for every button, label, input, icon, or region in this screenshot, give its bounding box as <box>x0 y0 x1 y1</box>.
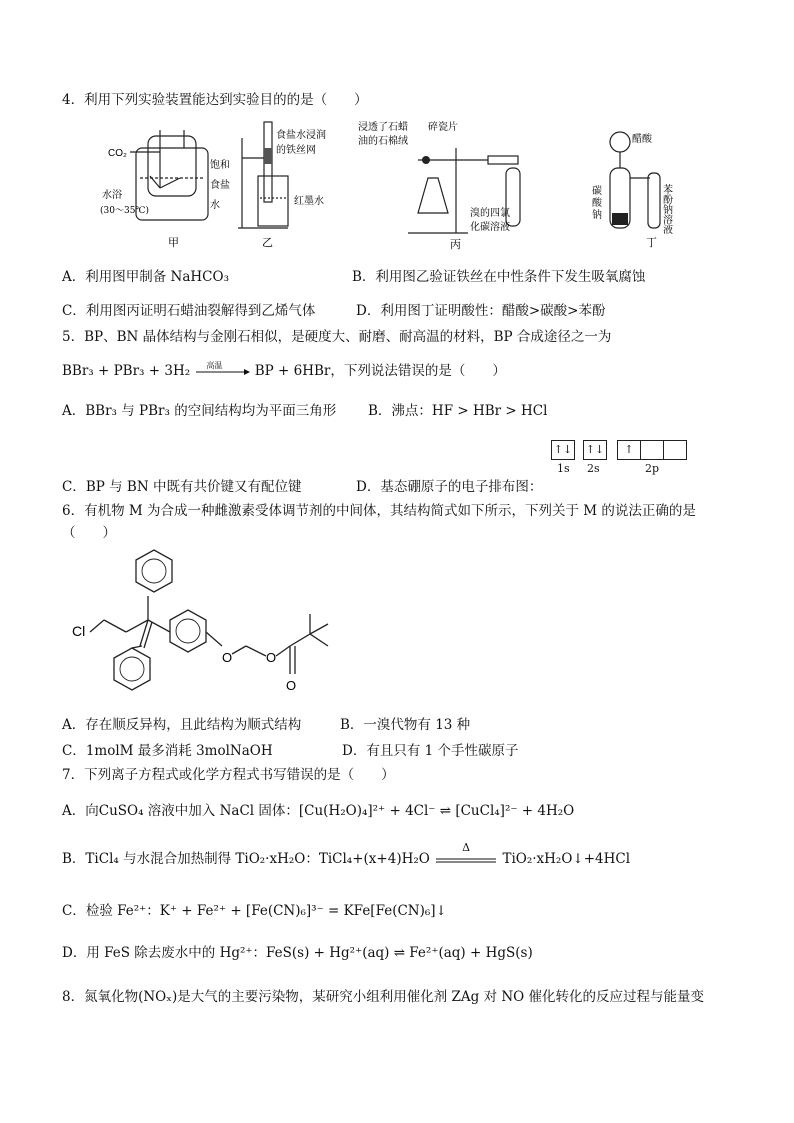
q8-stem: 8．氮氧化物(NOₓ)是大气的主要污染物，某研究小组利用催化剂 ZAg 对 NO 催化转化的反应过程与能量变 <box>62 989 705 1005</box>
bing-label2: 油的石棉绒 <box>358 136 408 147</box>
orbital-2s-box: ↑↓ <box>583 440 607 460</box>
mol-o3-label: O <box>286 678 297 693</box>
q7-stem: 7．下列离子方程式或化学方程式书写错误的是（ ） <box>62 767 395 783</box>
yi-label2: 的铁丝网 <box>276 145 316 156</box>
q7-option-d: D．用 FeS 除去废水中的 Hg²⁺：FeS(s) + Hg²⁺(aq) ⇌ Fe²⁺(aq) + HgS(s) <box>62 945 533 961</box>
jia-co2-label: CO₂ <box>108 148 127 159</box>
yi-label3: 红墨水 <box>294 196 324 207</box>
q6-option-b: B．一溴代物有 13 种 <box>340 717 471 733</box>
bing-label3: 碎瓷片 <box>428 122 458 133</box>
q4-stem: 4．利用下列实验装置能达到实验目的的是（ ） <box>62 92 368 108</box>
molecule-structure <box>70 550 370 704</box>
q5-option-d: D．基态硼原子的电子排布图： <box>356 479 543 495</box>
q7-option-b-right: TiO₂·xH₂O↓+4HCl <box>502 851 631 867</box>
ding-label3: 酸 <box>592 198 602 209</box>
q7-option-b-left: B．TiCl₄ 与水混合加热制得 TiO₂·xH₂O：TiCl₄+(x+4)H₂O <box>62 851 430 867</box>
q5-option-b: B．沸点：HF > HBr > HCl <box>368 403 548 419</box>
q4-option-a: A．利用图甲制备 NaHCO₃ <box>62 269 229 285</box>
bing-label5: 化碳溶液 <box>470 222 510 233</box>
orbital-2s-label: 2s <box>587 462 600 475</box>
jia-caption: 甲 <box>168 236 179 249</box>
q6-stem-2: （ ） <box>62 525 116 541</box>
q7-option-b <box>62 840 631 869</box>
ding-label1: 醋酸 <box>632 134 652 145</box>
jia-water: 水 <box>210 200 220 211</box>
orbital-1s-box: ↑↓ <box>551 440 575 460</box>
ding-caption: 丁 <box>646 236 657 249</box>
figure-ding <box>588 118 688 253</box>
bing-label4: 溴的四氯 <box>470 208 510 219</box>
orbital-2p-label: 2p <box>645 462 660 475</box>
yi-caption: 乙 <box>262 236 273 249</box>
q6-option-c: C．1molM 最多消耗 3molNaOH <box>62 743 273 759</box>
figure-yi <box>228 118 358 253</box>
jia-temp: (30～35℃) <box>100 206 149 216</box>
q6-option-a: A．存在顺反异构，且此结构为顺式结构 <box>62 717 302 733</box>
figure-jia <box>100 118 230 253</box>
ding-label2: 碳 <box>592 186 602 197</box>
jia-water-bath: 水浴 <box>102 190 122 201</box>
jia-nacl: 食盐 <box>210 180 230 191</box>
figure-bing <box>358 118 538 253</box>
q5-eq-left: BBr₃ + PBr₃ + 3H₂ <box>62 363 191 379</box>
q5-eq-cond: 高温 <box>206 360 223 370</box>
q4-option-b: B．利用图乙验证铁丝在中性条件下发生吸氧腐蚀 <box>352 269 646 285</box>
orbital-1s-label: 1s <box>557 462 570 475</box>
mol-o2-label: O <box>266 650 277 665</box>
orbital-2p-box1: ↑ <box>617 440 641 460</box>
q5-eq-right: BP + 6HBr <box>254 363 331 379</box>
q7-option-c: C．检验 Fe²⁺：K⁺ + Fe²⁺ + [Fe(CN)₆]³⁻ = KFe[Fe(CN)₆]↓ <box>62 903 447 919</box>
q7-option-b-cond: Δ <box>462 840 471 854</box>
q5-eq-tail: ，下列说法错误的是（ ） <box>330 363 506 379</box>
mol-cl-label: Cl <box>72 623 86 639</box>
orbital-2p-box2 <box>640 440 664 460</box>
q7-option-a: A．向CuSO₄ 溶液中加入 NaCl 固体：[Cu(H₂O)₄]²⁺ + 4Cl⁻ ⇌ [CuCl₄]²⁻ + 4H₂O <box>62 803 575 819</box>
q5-option-c: C．BP 与 BN 中既有共价键又有配位键 <box>62 479 302 495</box>
q6-option-d: D．有且只有 1 个手性碳原子 <box>342 743 519 759</box>
jia-sat: 饱和 <box>210 160 230 171</box>
bing-label1: 浸透了石蜡 <box>358 122 408 133</box>
orbital-2p-box3 <box>663 440 687 460</box>
q5-option-a: A．BBr₃ 与 PBr₃ 的空间结构均为平面三角形 <box>62 403 337 419</box>
q4-option-c: C．利用图丙证明石蜡油裂解得到乙烯气体 <box>62 303 316 319</box>
mol-o1-label: O <box>222 650 233 665</box>
ding-label4: 钠 <box>592 210 602 221</box>
q5-stem: 5．BP、BN 晶体结构与金刚石相似，是硬度大、耐磨、耐高温的材料，BP 合成途径之一为 <box>62 329 612 345</box>
ding-label5: 苯酚钠溶液 <box>660 184 672 234</box>
q4-option-d: D．利用图丁证明酸性：醋酸>碳酸>苯酚 <box>356 303 606 319</box>
q7-option-b-arrow <box>434 840 498 869</box>
q6-stem: 6．有机物 M 为合成一种雌激素受体调节剂的中间体，其结构简式如下所示，下列关于 M 的说法正确的是 <box>62 503 696 519</box>
bing-caption: 丙 <box>450 238 461 251</box>
q5-equation <box>62 362 506 381</box>
yi-label1: 食盐水浸润 <box>276 130 326 141</box>
q5-eq-arrow <box>194 360 250 381</box>
